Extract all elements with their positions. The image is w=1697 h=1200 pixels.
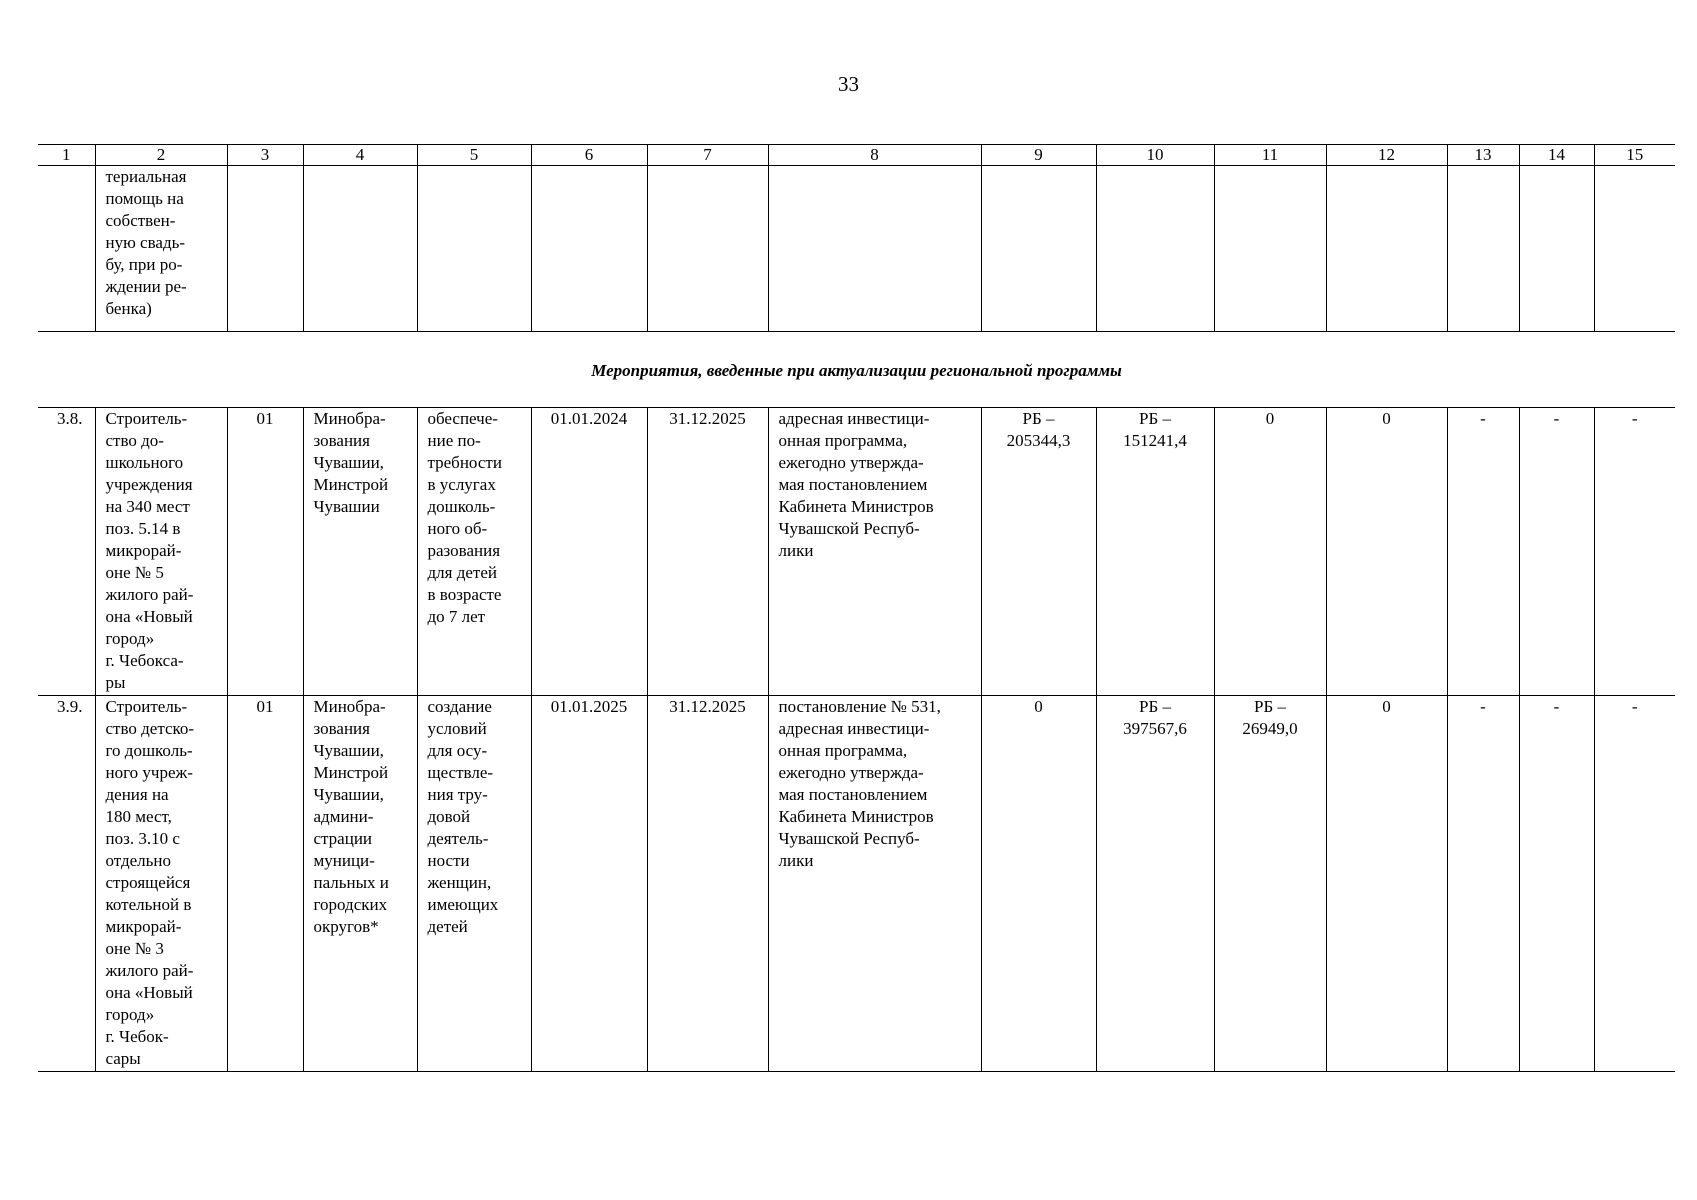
page-number: 33 bbox=[838, 72, 859, 96]
column-number: 13 bbox=[1447, 145, 1519, 166]
funding-col10: РБ – 397567,6 bbox=[1123, 697, 1187, 738]
start-date: 01.01.2025 bbox=[531, 696, 647, 1072]
section-title: Мероприятия, введенные при актуализации региональной программы bbox=[38, 332, 1675, 408]
dash-col14: - bbox=[1519, 696, 1594, 1072]
funding-col10: РБ – 151241,4 bbox=[1123, 409, 1187, 450]
funding-col12: 0 bbox=[1326, 408, 1447, 696]
column-number: 2 bbox=[95, 145, 227, 166]
column-number: 9 bbox=[981, 145, 1096, 166]
dash-col15: - bbox=[1594, 408, 1675, 696]
program-table bbox=[38, 144, 1675, 1072]
dash-col15: - bbox=[1594, 696, 1675, 1072]
executors-cell: Минобра- зования Чувашии, Минстрой Чувашии bbox=[313, 409, 389, 516]
dash-col14: - bbox=[1519, 408, 1594, 696]
column-number: 15 bbox=[1594, 145, 1675, 166]
column-number: 14 bbox=[1519, 145, 1594, 166]
funding-col11: 0 bbox=[1265, 409, 1275, 428]
funding-col11: РБ – 26949,0 bbox=[1242, 697, 1298, 738]
end-date: 31.12.2025 bbox=[647, 408, 768, 696]
code-cell: 01 bbox=[227, 696, 303, 1072]
basis-cell: постановление № 531, адресная инвестици- онная программа, ежегодно утвержда- мая постановлением Кабинета Министров Чувашской Респуб- лики bbox=[778, 697, 941, 870]
funding-col9: 0 bbox=[1034, 697, 1043, 716]
goal-cell: создание условий для осу- ществле- ния тру- довой деятель- ности женщин, имеющих детей bbox=[427, 697, 499, 936]
column-number: 8 bbox=[768, 145, 981, 166]
continuation-row bbox=[38, 166, 1675, 332]
continuation-text: териальная помощь на собствен- ную свадь- бу, при ро- ждении ре- бенка) bbox=[105, 167, 187, 318]
row-number: 3.8. bbox=[38, 408, 95, 696]
table-row bbox=[38, 696, 1675, 1072]
column-number: 6 bbox=[531, 145, 647, 166]
section-header-row bbox=[38, 332, 1675, 408]
funding-col9: РБ – 205344,3 bbox=[1006, 409, 1071, 450]
column-number: 12 bbox=[1326, 145, 1447, 166]
column-number: 7 bbox=[647, 145, 768, 166]
column-number: 10 bbox=[1096, 145, 1214, 166]
column-number: 4 bbox=[303, 145, 417, 166]
goal-cell: обеспече- ние по- требности в услугах дошколь- ного об- разования для детей в возрасте до 7 лет bbox=[427, 409, 502, 626]
end-date: 31.12.2025 bbox=[647, 696, 768, 1072]
column-number: 11 bbox=[1214, 145, 1326, 166]
column-number: 3 bbox=[227, 145, 303, 166]
column-number: 1 bbox=[38, 145, 95, 166]
table-row bbox=[38, 408, 1675, 696]
funding-col12: 0 bbox=[1326, 696, 1447, 1072]
dash-col13: - bbox=[1447, 408, 1519, 696]
code-cell: 01 bbox=[227, 408, 303, 696]
measure-name: Строитель- ство детско- го дошколь- ного учреж- дения на 180 мест, поз. 3.10 с отдельно строящейся котельной в микрорай- оне № 3 жилого рай- она «Новый город» г. Чебок- сары bbox=[105, 697, 195, 1068]
basis-cell: адресная инвестици- онная программа, ежегодно утвержда- мая постановлением Кабинета Министров Чувашской Респуб- лики bbox=[778, 409, 934, 560]
dash-col13: - bbox=[1447, 696, 1519, 1072]
row-number: 3.9. bbox=[38, 696, 95, 1072]
column-number-row bbox=[38, 145, 1675, 166]
measure-name: Строитель- ство до- школьного учреждения на 340 мест поз. 5.14 в микрорай- оне № 5 жилого рай- она «Новый город» г. Чебокса- ры bbox=[105, 409, 194, 692]
executors-cell: Минобра- зования Чувашии, Минстрой Чувашии, админи- страции муници- пальных и городских округов* bbox=[313, 697, 389, 936]
column-number: 5 bbox=[417, 145, 531, 166]
start-date: 01.01.2024 bbox=[531, 408, 647, 696]
